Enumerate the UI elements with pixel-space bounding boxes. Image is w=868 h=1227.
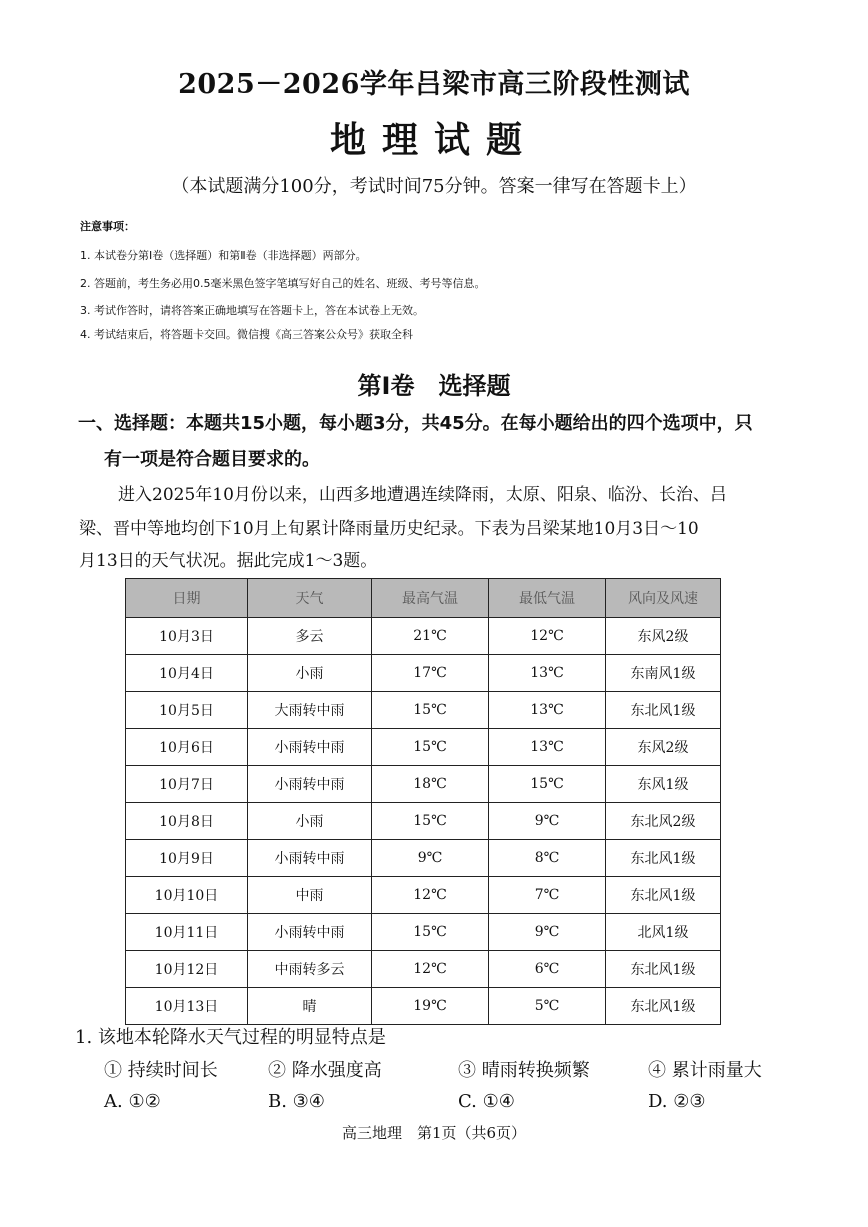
table-row (126, 803, 721, 840)
answer-option-a: A. ①② (104, 1091, 161, 1112)
cell-date: 10月6日 (126, 729, 248, 766)
notice-item: 2. 答题前，考生务必用0.5毫米黑色签字笔填写好自己的姓名、班级、考号等信息。 (80, 277, 486, 290)
subject-title: 地理试题 (329, 119, 538, 161)
exam-note: （本试题满分100分，考试时间75分钟。答案一律写在答题卡上） (171, 176, 697, 197)
cell-date: 10月4日 (126, 655, 248, 692)
cell-date: 10月5日 (126, 692, 248, 729)
cell-min-temp: 15℃ (489, 766, 606, 803)
cell-wind: 东风2级 (606, 618, 721, 655)
cell-max-temp: 12℃ (372, 877, 489, 914)
cell-weather: 小雨转中雨 (248, 914, 372, 951)
table-row (126, 840, 721, 877)
cell-weather: 中雨转多云 (248, 951, 372, 988)
cell-date: 10月7日 (126, 766, 248, 803)
cell-wind: 东北风1级 (606, 877, 721, 914)
cell-wind: 东北风1级 (606, 692, 721, 729)
question-statement: ③ 晴雨转换频繁 (458, 1060, 590, 1081)
cell-weather: 小雨转中雨 (248, 766, 372, 803)
cell-weather: 多云 (248, 618, 372, 655)
passage-line: 进入2025年10月份以来，山西多地遭遇连续降雨，太原、阳泉、临汾、长治、吕 (118, 485, 727, 505)
column-header-date: 日期 (126, 579, 248, 618)
cell-weather: 大雨转中雨 (248, 692, 372, 729)
table-row (126, 988, 721, 1025)
notice-heading: 注意事项： (80, 220, 135, 233)
cell-wind: 东北风1级 (606, 840, 721, 877)
cell-max-temp: 21℃ (372, 618, 489, 655)
question-statement: ② 降水强度高 (268, 1060, 382, 1081)
page-footer: 高三地理 第1页（共6页） (341, 1124, 527, 1142)
passage-line: 月13日的天气状况。据此完成1～3题。 (79, 551, 378, 571)
cell-min-temp: 9℃ (489, 914, 606, 951)
passage-line: 梁、晋中等地均创下10月上旬累计降雨量历史纪录。下表为吕梁某地10月3日～10 (79, 519, 699, 539)
cell-min-temp: 7℃ (489, 877, 606, 914)
weather-table (125, 578, 721, 1025)
cell-min-temp: 12℃ (489, 618, 606, 655)
question-statement: ④ 累计雨量大 (648, 1060, 762, 1081)
answer-option-c: C. ①④ (458, 1091, 515, 1112)
table-body (126, 618, 721, 1025)
cell-date: 10月11日 (126, 914, 248, 951)
cell-min-temp: 8℃ (489, 840, 606, 877)
section-instructions-continued: 有一项是符合题目要求的。 (104, 449, 320, 470)
table-header-row (126, 579, 721, 618)
cell-max-temp: 15℃ (372, 803, 489, 840)
notice-item: 1. 本试卷分第Ⅰ卷（选择题）和第Ⅱ卷（非选择题）两部分。 (80, 249, 367, 262)
cell-wind: 东风1级 (606, 766, 721, 803)
cell-min-temp: 9℃ (489, 803, 606, 840)
cell-wind: 东风2级 (606, 729, 721, 766)
cell-min-temp: 6℃ (489, 951, 606, 988)
table-row (126, 692, 721, 729)
cell-date: 10月10日 (126, 877, 248, 914)
cell-date: 10月3日 (126, 618, 248, 655)
cell-max-temp: 17℃ (372, 655, 489, 692)
table-row (126, 951, 721, 988)
cell-min-temp: 13℃ (489, 729, 606, 766)
table-row (126, 877, 721, 914)
question-statement: ① 持续时间长 (104, 1060, 218, 1081)
question-stem: 1. 该地本轮降水天气过程的明显特点是 (75, 1027, 386, 1048)
column-header-wind: 风向及风速 (606, 579, 721, 618)
cell-weather: 中雨 (248, 877, 372, 914)
table-row (126, 618, 721, 655)
section-instructions: 一、选择题：本题共15小题，每小题3分，共45分。在每小题给出的四个选项中，只 (78, 413, 753, 434)
table-row (126, 766, 721, 803)
cell-weather: 小雨转中雨 (248, 840, 372, 877)
table-row (126, 655, 721, 692)
cell-min-temp: 13℃ (489, 655, 606, 692)
cell-min-temp: 13℃ (489, 692, 606, 729)
cell-weather: 小雨 (248, 655, 372, 692)
cell-date: 10月13日 (126, 988, 248, 1025)
notice-item: 4. 考试结束后，将答题卡交回。微信搜《高三答案公众号》获取全科 (80, 328, 413, 341)
section-title: 第Ⅰ卷 选择题 (357, 372, 511, 400)
answer-option-b: B. ③④ (268, 1091, 325, 1112)
column-header-weather: 天气 (248, 579, 372, 618)
cell-max-temp: 15℃ (372, 914, 489, 951)
cell-weather: 晴 (248, 988, 372, 1025)
table-row (126, 914, 721, 951)
column-header-max-temp: 最高气温 (372, 579, 489, 618)
cell-date: 10月12日 (126, 951, 248, 988)
answer-option-d: D. ②③ (648, 1091, 706, 1112)
cell-wind: 北风1级 (606, 914, 721, 951)
table-row (126, 729, 721, 766)
cell-max-temp: 19℃ (372, 988, 489, 1025)
cell-wind: 东南风1级 (606, 655, 721, 692)
cell-max-temp: 18℃ (372, 766, 489, 803)
cell-max-temp: 12℃ (372, 951, 489, 988)
cell-max-temp: 15℃ (372, 692, 489, 729)
cell-wind: 东北风1级 (606, 951, 721, 988)
column-header-min-temp: 最低气温 (489, 579, 606, 618)
cell-max-temp: 9℃ (372, 840, 489, 877)
cell-min-temp: 5℃ (489, 988, 606, 1025)
cell-weather: 小雨转中雨 (248, 729, 372, 766)
cell-wind: 东北风1级 (606, 988, 721, 1025)
cell-wind: 东北风2级 (606, 803, 721, 840)
exam-title: 2025－2026学年吕梁市高三阶段性测试 (178, 69, 690, 100)
cell-date: 10月8日 (126, 803, 248, 840)
cell-max-temp: 15℃ (372, 729, 489, 766)
notice-item: 3. 考试作答时，请将答案正确地填写在答题卡上，答在本试卷上无效。 (80, 304, 424, 317)
cell-date: 10月9日 (126, 840, 248, 877)
cell-weather: 小雨 (248, 803, 372, 840)
